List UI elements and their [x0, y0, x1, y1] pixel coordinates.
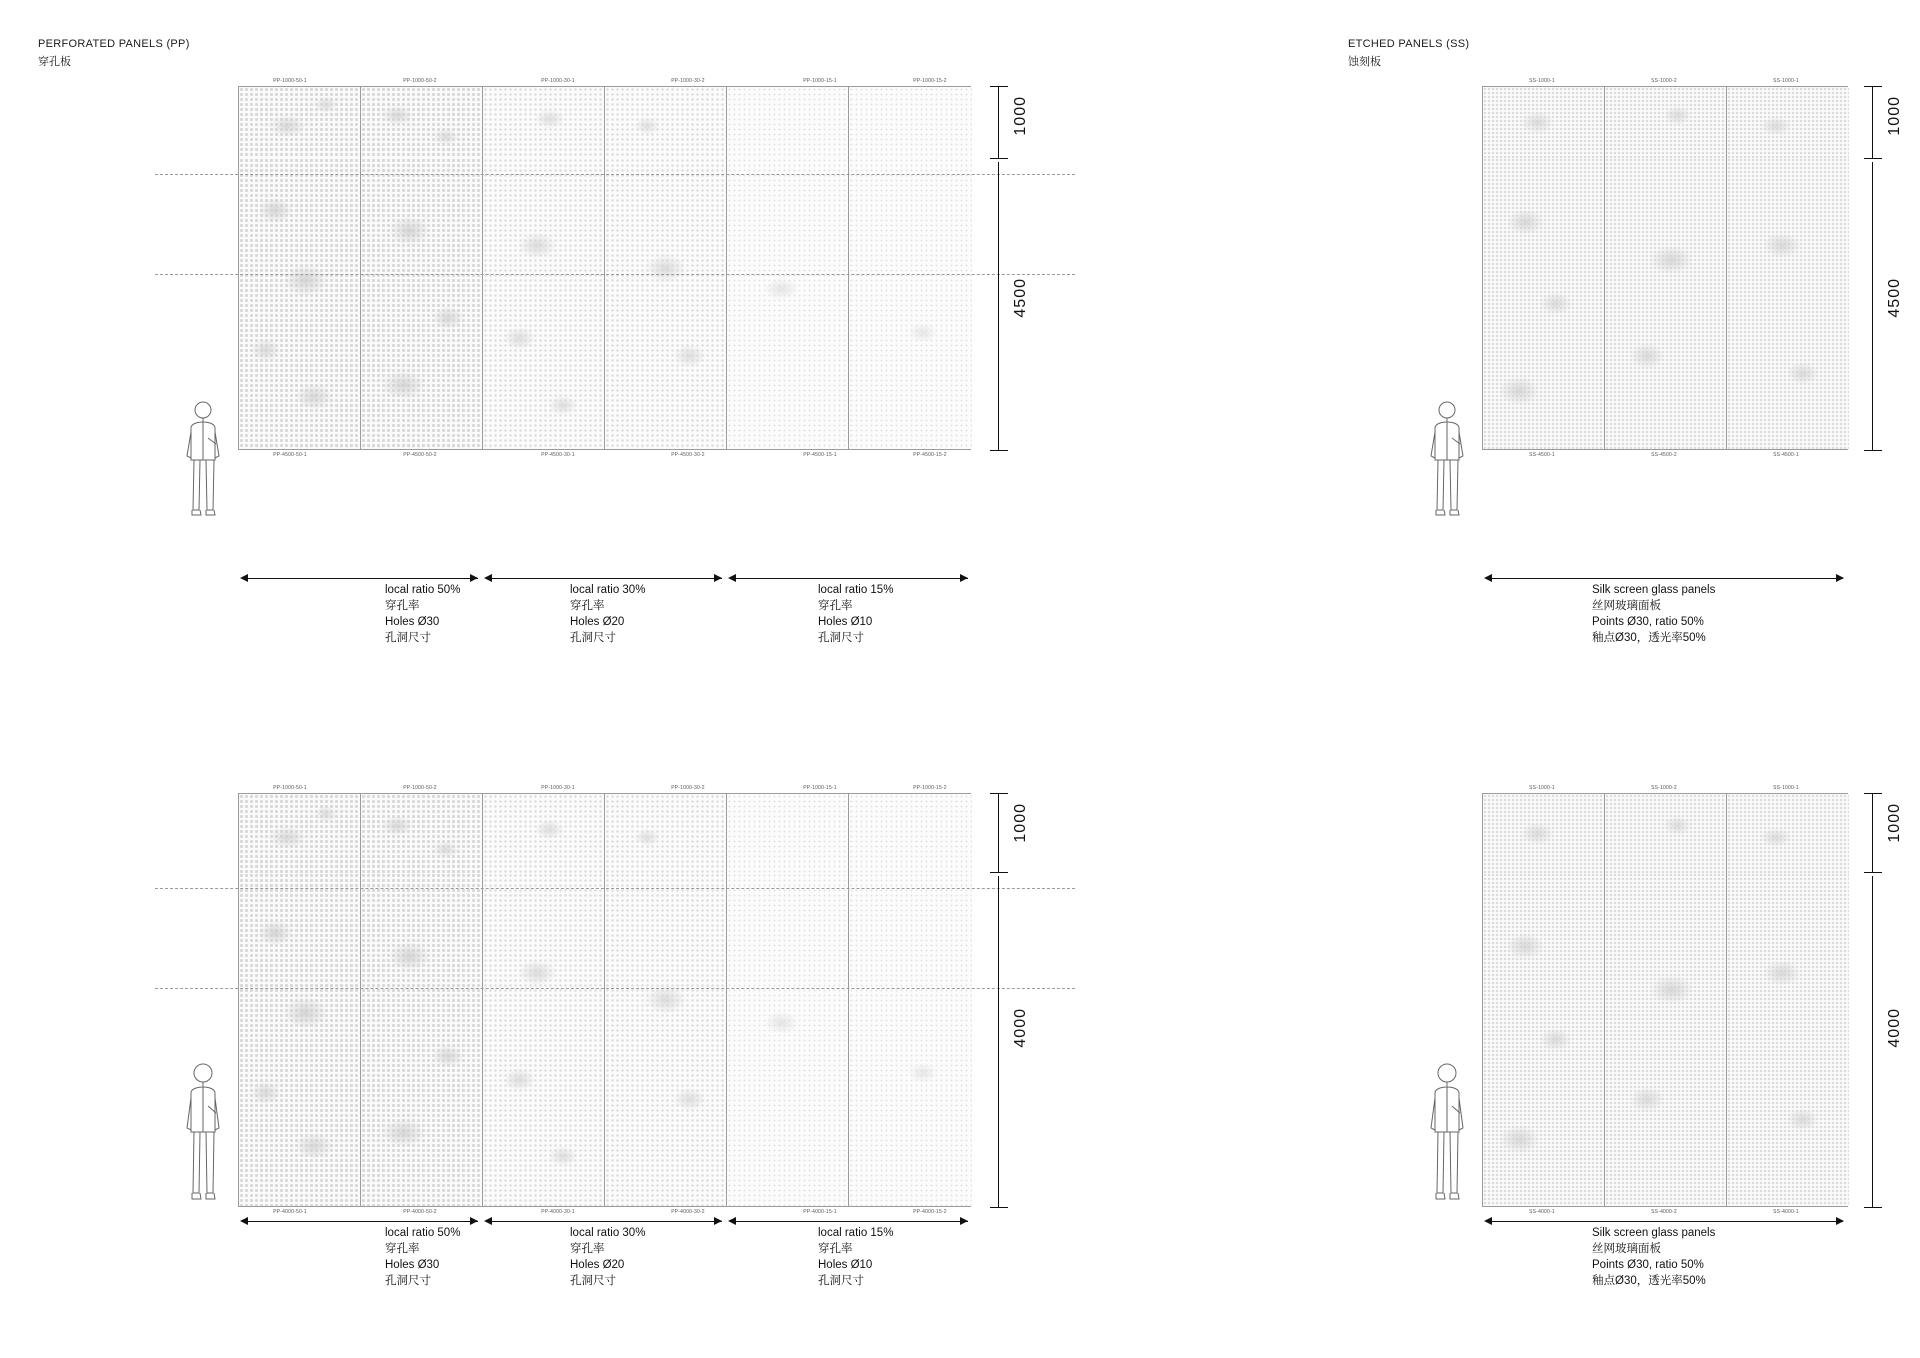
note-line: 孔洞尺寸 — [818, 1275, 864, 1287]
panel-tag: SS-4500-1 — [1773, 452, 1799, 458]
dim-arrow — [728, 574, 736, 582]
scale-figure-icon — [1422, 1060, 1474, 1208]
dim-tick — [1864, 158, 1882, 159]
dim-label: 1000 — [1012, 803, 1029, 843]
ss-top-elevation — [1482, 86, 1848, 450]
note-line: 孔洞尺寸 — [818, 632, 864, 644]
panel — [849, 794, 972, 1206]
panel — [483, 87, 605, 449]
panel-tag: PP-1000-30-2 — [671, 78, 705, 84]
note-line: local ratio 30% — [570, 1227, 646, 1239]
note-line: 穿孔率 — [818, 1243, 853, 1255]
pp-bottom-elevation — [238, 793, 971, 1207]
panel — [483, 794, 605, 1206]
panel — [1483, 794, 1605, 1206]
dim-arrow — [1836, 1217, 1844, 1225]
note-line: 丝网玻璃面板 — [1592, 600, 1661, 612]
panel-tag: SS-4500-2 — [1651, 452, 1677, 458]
note-line: Holes Ø20 — [570, 1259, 625, 1271]
dim-line — [1872, 162, 1873, 450]
dim-tick — [990, 86, 1008, 87]
note-line: 孔洞尺寸 — [385, 1275, 431, 1287]
panel-tag: SS-4000-2 — [1651, 1209, 1677, 1215]
panel-tag: PP-4500-30-1 — [541, 452, 575, 458]
panel — [239, 87, 361, 449]
scale-figure-icon — [178, 1060, 230, 1208]
note-line: Holes Ø30 — [385, 1259, 440, 1271]
panel-tag: PP-4000-15-2 — [913, 1209, 947, 1215]
note-line: Holes Ø10 — [818, 616, 873, 628]
dim-run — [731, 578, 968, 579]
note-line: 穿孔率 — [818, 600, 853, 612]
note-line: Holes Ø10 — [818, 1259, 873, 1271]
panel — [361, 794, 483, 1206]
ss-bottom-elevation — [1482, 793, 1848, 1207]
dim-line — [1872, 876, 1873, 1207]
dim-tick — [990, 793, 1008, 794]
panel-tag: SS-4500-1 — [1529, 452, 1555, 458]
note-line: 丝网玻璃面板 — [1592, 1243, 1661, 1255]
dim-arrow — [714, 574, 722, 582]
panel — [727, 87, 849, 449]
panel-tag: PP-4500-15-1 — [803, 452, 837, 458]
note-line: Points Ø30, ratio 50% — [1592, 616, 1704, 628]
note-line: 穿孔率 — [570, 600, 605, 612]
note-line: local ratio 50% — [385, 1227, 461, 1239]
note-line: 孔洞尺寸 — [570, 1275, 616, 1287]
section-title: ETCHED PANELS (SS) — [1348, 38, 1470, 50]
panel — [849, 87, 972, 449]
panel-tag: PP-4500-50-2 — [403, 452, 437, 458]
dim-tick — [1864, 793, 1882, 794]
panel-tag: PP-1000-30-1 — [541, 78, 575, 84]
dim-arrow — [240, 574, 248, 582]
dim-arrow — [1836, 574, 1844, 582]
grid-dash-line — [155, 988, 1075, 989]
note-line: local ratio 15% — [818, 1227, 894, 1239]
panel-tag: PP-4000-30-2 — [671, 1209, 705, 1215]
grid-dash-line — [155, 174, 1075, 175]
panel-tag: PP-4500-30-2 — [671, 452, 705, 458]
panel-tag: PP-4000-50-1 — [273, 1209, 307, 1215]
panel-tag: PP-1000-30-2 — [671, 785, 705, 791]
pp-top-title-block — [38, 38, 190, 69]
panel-tag: PP-4500-15-2 — [913, 452, 947, 458]
dim-label: 4500 — [1012, 278, 1029, 318]
note-line: Points Ø30, ratio 50% — [1592, 1259, 1704, 1271]
dim-tick — [1864, 872, 1882, 873]
panel — [727, 794, 849, 1206]
note-block — [1592, 1225, 1715, 1289]
scale-figure-icon — [178, 398, 230, 523]
dim-line — [998, 86, 999, 159]
note-line: 孔洞尺寸 — [570, 632, 616, 644]
dim-label: 1000 — [1886, 96, 1903, 136]
panel-tag: PP-4000-15-1 — [803, 1209, 837, 1215]
dim-line — [1872, 86, 1873, 159]
note-line: local ratio 15% — [818, 584, 894, 596]
dim-tick — [990, 158, 1008, 159]
dim-label: 4000 — [1886, 1008, 1903, 1048]
dim-arrow — [960, 1217, 968, 1225]
grid-dash-line — [155, 274, 1075, 275]
panel-tag: PP-1000-30-1 — [541, 785, 575, 791]
panel — [1605, 87, 1727, 449]
dim-arrow — [470, 1217, 478, 1225]
note-block — [570, 582, 645, 646]
panel-tag: SS-1000-2 — [1651, 785, 1677, 791]
grid-dash-line — [155, 888, 1075, 889]
panel-tag: SS-1000-1 — [1529, 78, 1555, 84]
panel — [605, 794, 727, 1206]
dim-label: 4500 — [1886, 278, 1903, 318]
note-line: local ratio 50% — [385, 584, 461, 596]
panel-tag: SS-1000-2 — [1651, 78, 1677, 84]
panel — [605, 87, 727, 449]
panel-tag: SS-4000-1 — [1773, 1209, 1799, 1215]
panel-tag: PP-1000-50-1 — [273, 78, 307, 84]
panel-tag: PP-4000-50-2 — [403, 1209, 437, 1215]
note-block — [818, 582, 893, 646]
panel — [1727, 794, 1849, 1206]
dim-arrow — [714, 1217, 722, 1225]
note-block — [385, 582, 460, 646]
scale-figure-icon — [1422, 398, 1474, 523]
dim-label: 1000 — [1012, 96, 1029, 136]
panel-tag: PP-1000-50-1 — [273, 785, 307, 791]
note-line: 穿孔率 — [570, 1243, 605, 1255]
dim-run — [487, 1221, 722, 1222]
note-line: 穿孔率 — [385, 1243, 420, 1255]
panel-tag: PP-4500-50-1 — [273, 452, 307, 458]
note-line: Silk screen glass panels — [1592, 584, 1716, 596]
dim-run — [243, 578, 478, 579]
dim-label: 4000 — [1012, 1008, 1029, 1048]
note-line: Holes Ø20 — [570, 616, 625, 628]
note-block — [1592, 582, 1715, 646]
panel-tag: SS-4000-1 — [1529, 1209, 1555, 1215]
panel-tag: SS-1000-1 — [1773, 785, 1799, 791]
note-line: 釉点Ø30，透光率50% — [1592, 1275, 1706, 1287]
dim-run — [487, 578, 722, 579]
panel — [1605, 794, 1727, 1206]
section-title-cn: 穿孔板 — [38, 56, 71, 68]
note-block — [818, 1225, 893, 1289]
panel — [1727, 87, 1849, 449]
panel-tag: SS-1000-1 — [1529, 785, 1555, 791]
dim-label: 1000 — [1886, 803, 1903, 843]
dim-tick — [1864, 450, 1882, 451]
panel — [1483, 87, 1605, 449]
dim-arrow — [240, 1217, 248, 1225]
dim-tick — [1864, 1207, 1882, 1208]
dim-run — [243, 1221, 478, 1222]
section-title-cn: 蚀刻板 — [1348, 56, 1381, 68]
dim-line — [1872, 793, 1873, 873]
note-block — [570, 1225, 645, 1289]
note-block — [385, 1225, 460, 1289]
note-line: 孔洞尺寸 — [385, 632, 431, 644]
note-line: local ratio 30% — [570, 584, 646, 596]
panel-tag: PP-1000-15-1 — [803, 785, 837, 791]
panel-tag: PP-1000-15-1 — [803, 78, 837, 84]
panel-tag: PP-4000-30-1 — [541, 1209, 575, 1215]
note-line: Holes Ø30 — [385, 616, 440, 628]
dim-tick — [990, 872, 1008, 873]
ss-top-title-block — [1348, 38, 1469, 69]
dim-line — [998, 876, 999, 1207]
dim-run — [1487, 578, 1843, 579]
dim-line — [998, 793, 999, 873]
dim-arrow — [1484, 574, 1492, 582]
dim-arrow — [960, 574, 968, 582]
panel-tag: PP-1000-15-2 — [913, 78, 947, 84]
panel-tag: PP-1000-50-2 — [403, 785, 437, 791]
dim-arrow — [1484, 1217, 1492, 1225]
panel-tag: SS-1000-1 — [1773, 78, 1799, 84]
dim-arrow — [470, 574, 478, 582]
dim-run — [1487, 1221, 1843, 1222]
dim-tick — [990, 1207, 1008, 1208]
section-title: PERFORATED PANELS (PP) — [38, 38, 190, 50]
dim-run — [731, 1221, 968, 1222]
note-line: Silk screen glass panels — [1592, 1227, 1716, 1239]
panel-tag: PP-1000-15-2 — [913, 785, 947, 791]
panel-tag: PP-1000-50-2 — [403, 78, 437, 84]
panel — [361, 87, 483, 449]
dim-tick — [990, 450, 1008, 451]
note-line: 釉点Ø30，透光率50% — [1592, 632, 1706, 644]
dim-arrow — [728, 1217, 736, 1225]
dim-arrow — [484, 1217, 492, 1225]
dim-line — [998, 162, 999, 450]
panel — [239, 794, 361, 1206]
dim-tick — [1864, 86, 1882, 87]
note-line: 穿孔率 — [385, 600, 420, 612]
dim-arrow — [484, 574, 492, 582]
pp-top-elevation — [238, 86, 971, 450]
